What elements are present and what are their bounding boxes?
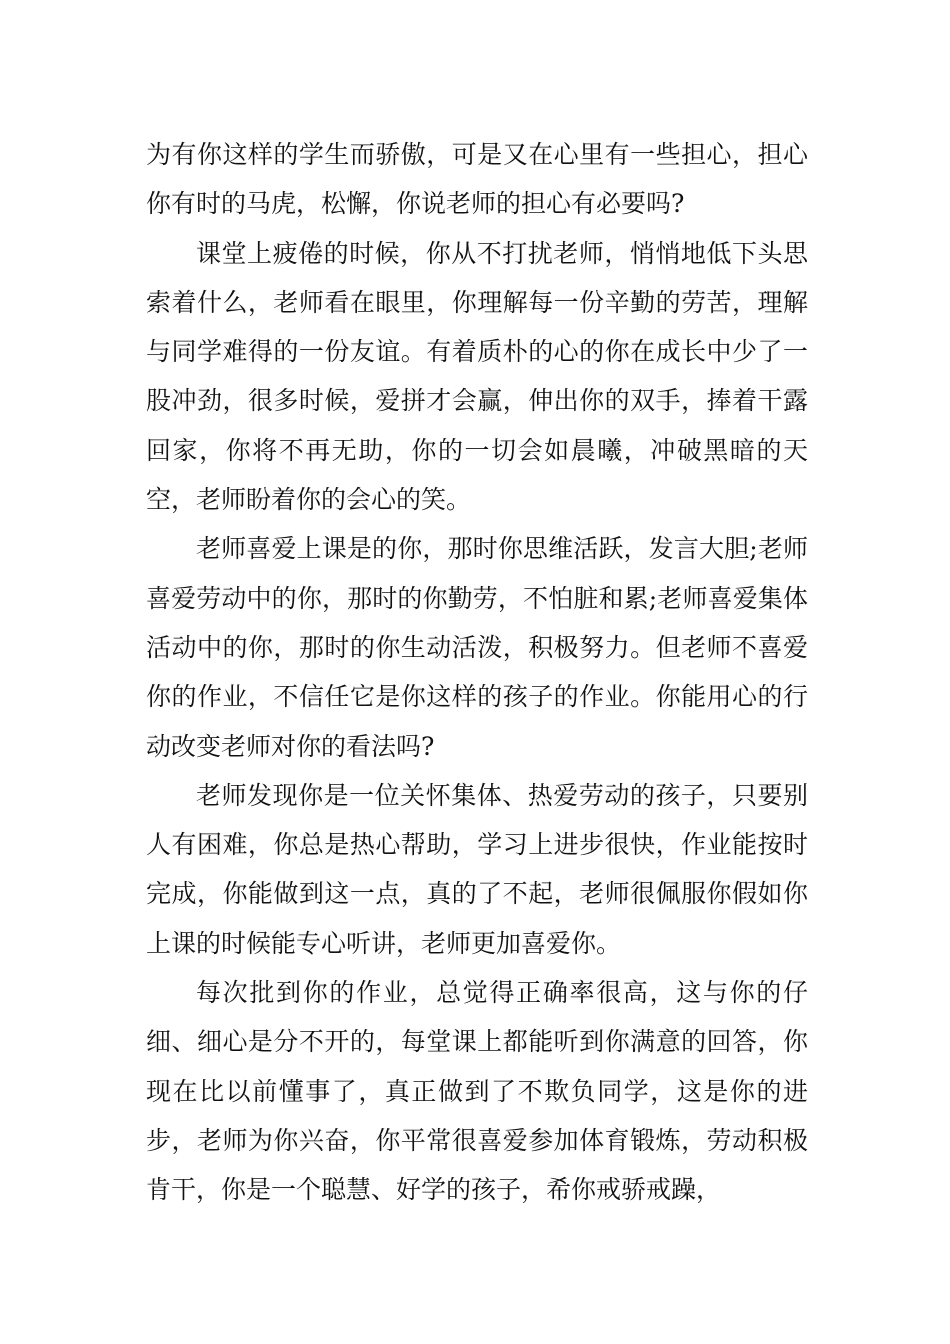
paragraph-1: 为有你这样的学生而骄傲，可是又在心里有一些担心，担心你有时的马虎，松懈，你说老师的担心有必要吗?: [146, 140, 808, 219]
paragraph-4: 老师发现你是一位关怀集体、热爱劳动的孩子，只要别人有困难，你总是热心帮助，学习上进步很快，作业能按时完成，你能做到这一点，真的了不起，老师很佩服你假如你上课的时候能专心听讲，老师更加喜爱你。: [146, 780, 808, 958]
paragraph-5: 每次批到你的作业，总觉得正确率很高，这与你的仔细、细心是分不开的，每堂课上都能听到你满意的回答，你现在比以前懂事了，真正做到了不欺负同学，这是你的进步，老师为你兴奋，你平常很喜爱参加体育锻炼，劳动积极肯干，你是一个聪慧、好学的孩子，希你戒骄戒躁，: [146, 978, 808, 1205]
paragraph-3: 老师喜爱上课是的你，那时你思维活跃，发言大胆;老师喜爱劳动中的你，那时的你勤劳，不怕脏和累;老师喜爱集体活动中的你，那时的你生动活泼，积极努力。但老师不喜爱你的作业，不信任它是你这样的孩子的作业。你能用心的行动改变老师对你的看法吗?: [146, 534, 808, 761]
document-body: [146, 130, 808, 1215]
paragraph-2: 课堂上疲倦的时候，你从不打扰老师，悄悄地低下头思索着什么，老师看在眼里，你理解每一份辛勤的劳苦，理解与同学难得的一份友谊。有着质朴的心的你在成长中少了一股冲劲，很多时候，爱拼才会赢，伸出你的双手，捧着干露回家，你将不再无助，你的一切会如晨曦，冲破黑暗的天空，老师盼着你的会心的笑。: [146, 238, 808, 515]
